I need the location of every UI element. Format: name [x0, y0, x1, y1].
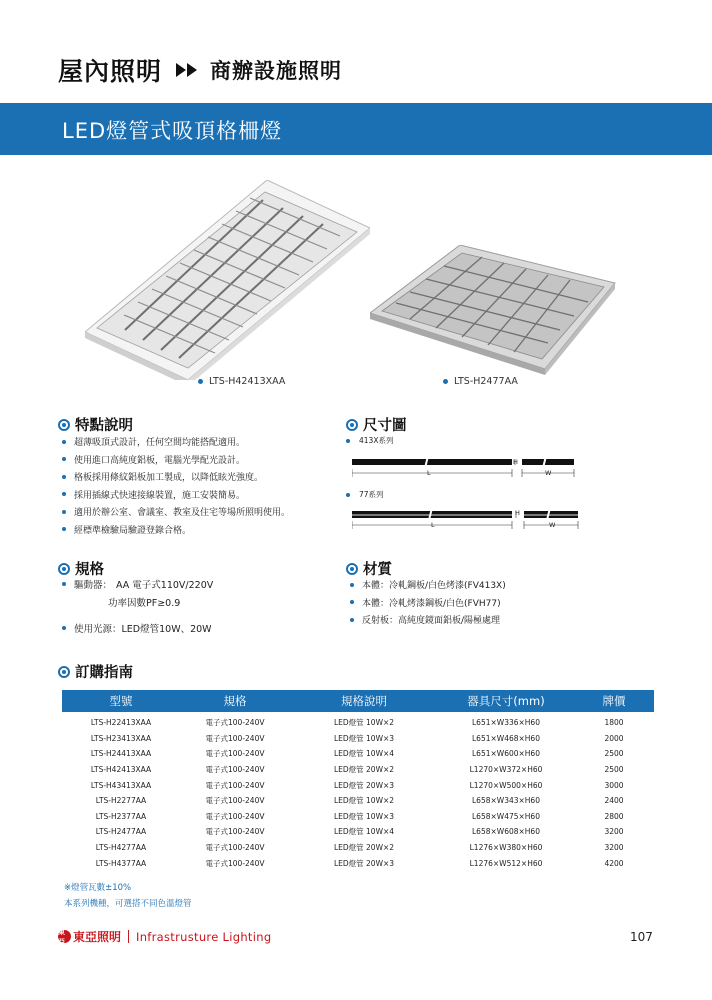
feature-text: 採用插線式快速接線裝置，施工安裝簡易。	[74, 490, 246, 501]
cell-description: LED燈管 10W×2	[333, 796, 395, 806]
col-description: 規格說明	[341, 694, 387, 708]
page-header	[58, 52, 342, 88]
cell-model: LTS-H2377AA	[95, 811, 147, 821]
cell-dimensions: L651×W336×H60	[472, 718, 540, 728]
cell-price: 4200	[604, 858, 624, 868]
cell-price: 3200	[604, 827, 624, 837]
bullet-dot-icon	[346, 439, 350, 443]
list-item	[62, 503, 290, 521]
bullet-dot-icon	[350, 583, 354, 587]
spec-light-source	[62, 621, 212, 635]
dimension-drawing-77	[352, 504, 582, 540]
note-wattage: ※燈管瓦數±10%	[64, 883, 132, 893]
width-label: W	[545, 469, 552, 477]
bullet-dot-icon	[62, 440, 66, 444]
power-factor: 功率因數PF≥0.9	[108, 598, 181, 609]
cell-dimensions: L1276×W512×H60	[469, 858, 543, 868]
cell-spec: 電子式100-240V	[205, 827, 265, 837]
cell-spec: 電子式100-240V	[205, 749, 265, 759]
notes	[64, 880, 192, 912]
cell-description: LED燈管 10W×4	[333, 749, 395, 759]
cell-spec: 電子式100-240V	[205, 780, 265, 790]
height-label: H	[515, 509, 520, 517]
cell-model: LTS-H2277AA	[95, 796, 147, 806]
feature-text: 使用進口高純度鋁板，電腦光學配光設計。	[74, 455, 246, 466]
list-item	[350, 594, 506, 612]
spec-driver	[62, 577, 213, 609]
cell-spec: 電子式100-240V	[205, 718, 265, 728]
table-row	[62, 824, 654, 840]
table-row	[62, 731, 654, 747]
bullet-dot-icon	[443, 379, 448, 384]
logo-seal-icon: 東亞	[58, 930, 71, 943]
cell-spec: 電子式100-240V	[205, 843, 265, 853]
specs-heading	[58, 558, 104, 579]
cell-price: 3200	[604, 843, 624, 853]
cell-price: 2500	[604, 765, 624, 775]
cell-dimensions: L1276×W380×H60	[469, 843, 543, 853]
table-row	[62, 746, 654, 762]
cell-spec: 電子式100-240V	[205, 858, 265, 868]
bullet-dot-icon	[346, 493, 350, 497]
table-row	[62, 840, 654, 856]
product-image-long-grille	[85, 180, 370, 384]
specs-title: 規格	[75, 562, 104, 578]
cell-description: LED燈管 20W×2	[333, 765, 395, 775]
material-text: 本體：冷軋烤漆鋼板/白色(FVH77)	[362, 598, 501, 609]
features-heading	[58, 414, 133, 435]
table-row	[62, 855, 654, 871]
bullet-dot-icon	[62, 457, 66, 461]
list-item	[350, 611, 506, 629]
list-item	[62, 486, 290, 504]
material-text: 反射板：高純度鏡面鋁板/陽極處理	[362, 616, 501, 627]
cell-model: LTS-H2477AA	[95, 827, 147, 837]
dimension-series-label	[346, 489, 384, 500]
cell-spec: 電子式100-240V	[205, 765, 265, 775]
dimension-series-label	[346, 435, 393, 446]
feature-text: 適用於辦公室、會議室、教室及住宅等場所照明使用。	[74, 508, 291, 519]
cell-dimensions: L1270×W372×H60	[469, 765, 543, 775]
list-item	[62, 433, 290, 451]
col-price: 牌價	[602, 694, 626, 708]
cell-spec: 電子式100-240V	[205, 796, 265, 806]
length-label: L	[427, 469, 431, 477]
list-item	[62, 468, 290, 486]
section-marker-icon	[346, 419, 358, 431]
cell-spec: 電子式100-240V	[205, 733, 265, 743]
series-label-text: 77系列	[359, 490, 384, 499]
width-label: W	[549, 521, 556, 529]
company-logo	[58, 928, 121, 945]
section-marker-icon	[346, 563, 358, 575]
bullet-dot-icon	[350, 618, 354, 622]
list-item	[62, 451, 290, 469]
section-marker-icon	[58, 666, 70, 678]
section-marker-icon	[58, 419, 70, 431]
material-text: 本體：冷軋鋼板/白色烤漆(FV413X)	[362, 581, 506, 592]
bullet-dot-icon	[350, 600, 354, 604]
table-row	[62, 715, 654, 731]
col-model: 型號	[109, 694, 133, 708]
height-label: H	[513, 458, 518, 466]
cell-dimensions: L658×W608×H60	[472, 827, 540, 837]
cell-dimensions: L658×W343×H60	[472, 796, 540, 806]
dimension-drawing-413x	[352, 450, 582, 486]
cell-model: LTS-H42413XAA	[90, 765, 152, 775]
bullet-dot-icon	[62, 626, 66, 630]
double-arrow-icon	[176, 63, 198, 77]
logo-text: 東亞照明	[73, 930, 122, 944]
length-label: L	[431, 521, 435, 529]
series-label-text: 413X系列	[359, 436, 394, 445]
note-color-temp: 本系列機種，可選搭不同色溫燈管	[64, 899, 192, 909]
cell-model: LTS-H4377AA	[95, 858, 147, 868]
cell-model: LTS-H4277AA	[95, 843, 147, 853]
cell-dimensions: L651×W600×H60	[472, 749, 540, 759]
table-row	[62, 793, 654, 809]
title-banner	[0, 103, 712, 155]
bullet-dot-icon	[62, 510, 66, 514]
cell-description: LED燈管 10W×2	[333, 718, 395, 728]
cell-description: LED燈管 10W×4	[333, 827, 395, 837]
order-title: 訂購指南	[75, 665, 133, 681]
cell-dimensions: L1270×W500×H60	[469, 780, 543, 790]
table-row	[62, 762, 654, 778]
bullet-dot-icon	[198, 379, 203, 384]
features-title: 特點說明	[75, 418, 133, 434]
materials-list	[350, 576, 506, 629]
cell-price: 2500	[604, 749, 624, 759]
page-number: 107	[630, 930, 653, 944]
product-caption-2	[443, 376, 518, 387]
section-marker-icon	[58, 563, 70, 575]
product-image-square-grille	[370, 245, 620, 379]
product-model-label: LTS-H42413XAA	[209, 376, 286, 387]
cell-price: 1800	[604, 718, 624, 728]
bullet-dot-icon	[62, 527, 66, 531]
product-caption-1	[198, 376, 285, 387]
col-spec: 規格	[223, 694, 247, 708]
cell-model: LTS-H22413XAA	[90, 718, 152, 728]
table-row	[62, 777, 654, 793]
bullet-dot-icon	[62, 475, 66, 479]
light-source-text: 使用光源：LED燈管10W、20W	[74, 624, 212, 635]
footer	[58, 928, 271, 945]
dimensions-title: 尺寸圖	[363, 418, 407, 434]
subcategory-title: 商辦設施照明	[210, 59, 343, 83]
order-table	[62, 690, 654, 871]
cell-dimensions: L658×W475×H60	[472, 811, 540, 821]
brand-tagline: Infrastrusture Lighting	[136, 929, 272, 944]
cell-description: LED燈管 10W×3	[333, 733, 395, 743]
product-model-label: LTS-H2477AA	[454, 376, 518, 387]
product-series-title: LED燈管式吸頂格柵燈	[62, 119, 283, 143]
cell-price: 3000	[604, 780, 624, 790]
footer-divider	[128, 930, 129, 943]
cell-description: LED燈管 20W×3	[333, 858, 395, 868]
cell-price: 2800	[604, 811, 624, 821]
cell-dimensions: L651×W468×H60	[472, 733, 540, 743]
driver-value: AA 電子式110V/220V	[116, 580, 214, 591]
category-title: 屋內照明	[58, 57, 163, 86]
list-item	[62, 521, 290, 539]
table-row	[62, 809, 654, 825]
feature-text: 超薄吸頂式設計，任何空間均能搭配適用。	[74, 438, 246, 449]
cell-model: LTS-H24413XAA	[90, 749, 152, 759]
feature-text: 格板採用條紋鋁板加工製成，以降低眩光強度。	[74, 473, 264, 484]
cell-description: LED燈管 10W×3	[333, 811, 395, 821]
dimensions-heading	[346, 414, 407, 435]
list-item	[350, 576, 506, 594]
cell-description: LED燈管 20W×2	[333, 843, 395, 853]
col-dimensions: 器具尺寸(mm)	[467, 694, 545, 708]
cell-model: LTS-H43413XAA	[90, 780, 152, 790]
cell-spec: 電子式100-240V	[205, 811, 265, 821]
feature-text: 經標準檢驗局驗證登錄合格。	[74, 525, 192, 536]
order-heading	[58, 661, 133, 682]
bullet-dot-icon	[62, 582, 66, 586]
features-list	[62, 433, 290, 538]
cell-model: LTS-H23413XAA	[90, 733, 152, 743]
cell-price: 2400	[604, 796, 624, 806]
table-body	[62, 712, 654, 871]
cell-description: LED燈管 20W×3	[333, 780, 395, 790]
bullet-dot-icon	[62, 492, 66, 496]
driver-label: 驅動器：	[74, 580, 113, 591]
table-header	[62, 690, 654, 712]
materials-title: 材質	[363, 562, 392, 578]
cell-price: 2000	[604, 733, 624, 743]
